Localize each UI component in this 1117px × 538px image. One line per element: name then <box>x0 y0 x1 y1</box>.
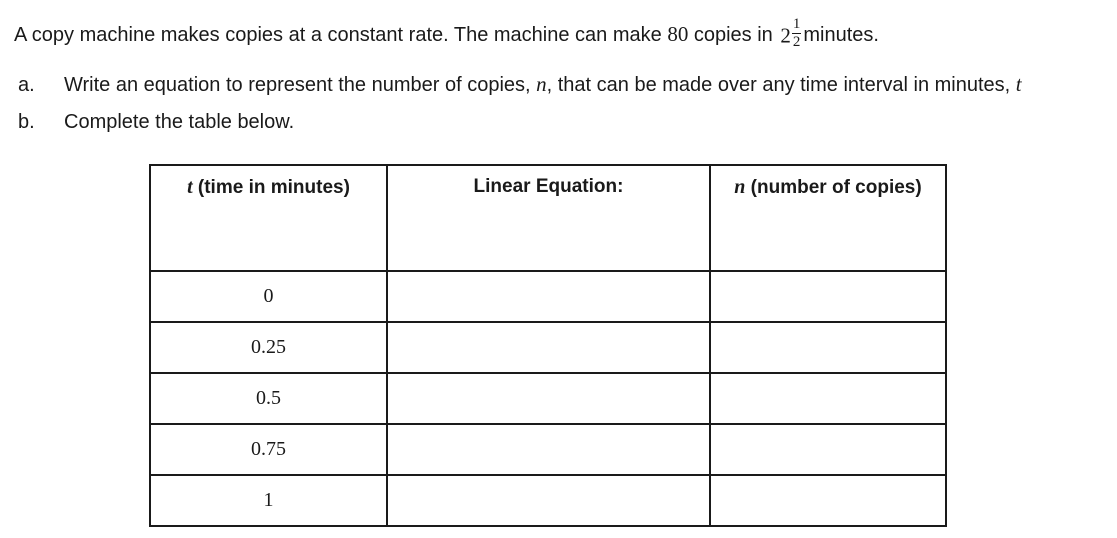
time-cell: 0.5 <box>150 373 387 424</box>
table-header-row <box>150 165 946 271</box>
variable-n: n <box>536 72 547 96</box>
intro-text-after: minutes. <box>803 24 879 46</box>
intro-text-middle: copies in <box>688 24 779 46</box>
header-copies-var: n <box>734 176 746 198</box>
equation-cell[interactable] <box>387 424 710 475</box>
copies-cell[interactable] <box>710 475 946 526</box>
question-a <box>18 72 1022 97</box>
question-b-text: Complete the table below. <box>64 111 295 133</box>
copies-table <box>149 164 947 527</box>
fraction-numerator: 1 <box>792 16 801 33</box>
copies-cell[interactable] <box>710 271 946 322</box>
copies-cell[interactable] <box>710 424 946 475</box>
table-row <box>150 271 946 322</box>
table-row <box>150 424 946 475</box>
mixed-number <box>780 16 803 52</box>
header-time-var: t <box>187 176 193 198</box>
mixed-whole: 2 <box>780 23 791 48</box>
fraction-denominator: 2 <box>792 34 801 51</box>
header-copies <box>710 165 946 271</box>
question-a-marker: a. <box>18 74 35 96</box>
time-cell: 1 <box>150 475 387 526</box>
question-b-marker: b. <box>18 111 35 133</box>
question-a-text-before: Write an equation to represent the number of copies, <box>64 74 537 96</box>
copies-cell[interactable] <box>710 373 946 424</box>
fraction <box>792 17 802 50</box>
table-row <box>150 322 946 373</box>
question-b <box>18 111 294 134</box>
header-copies-label: (number of copies) <box>745 177 922 198</box>
copies-count: 80 <box>667 22 689 46</box>
equation-cell[interactable] <box>387 373 710 424</box>
time-cell: 0.25 <box>150 322 387 373</box>
table-row <box>150 373 946 424</box>
variable-t: t <box>1015 72 1022 96</box>
time-cell: 0.75 <box>150 424 387 475</box>
header-time-label: (time in minutes) <box>192 177 350 198</box>
header-equation: Linear Equation: <box>387 165 710 271</box>
question-a-text-middle: , that can be made over any time interval in minutes, <box>546 74 1016 96</box>
header-time <box>150 165 387 271</box>
table-row <box>150 475 946 526</box>
equation-cell[interactable] <box>387 322 710 373</box>
equation-cell[interactable] <box>387 475 710 526</box>
copies-cell[interactable] <box>710 322 946 373</box>
time-cell: 0 <box>150 271 387 322</box>
intro-text-before: A copy machine makes copies at a constant rate. The machine can make <box>14 24 668 46</box>
equation-cell[interactable] <box>387 271 710 322</box>
problem-statement <box>14 18 879 52</box>
